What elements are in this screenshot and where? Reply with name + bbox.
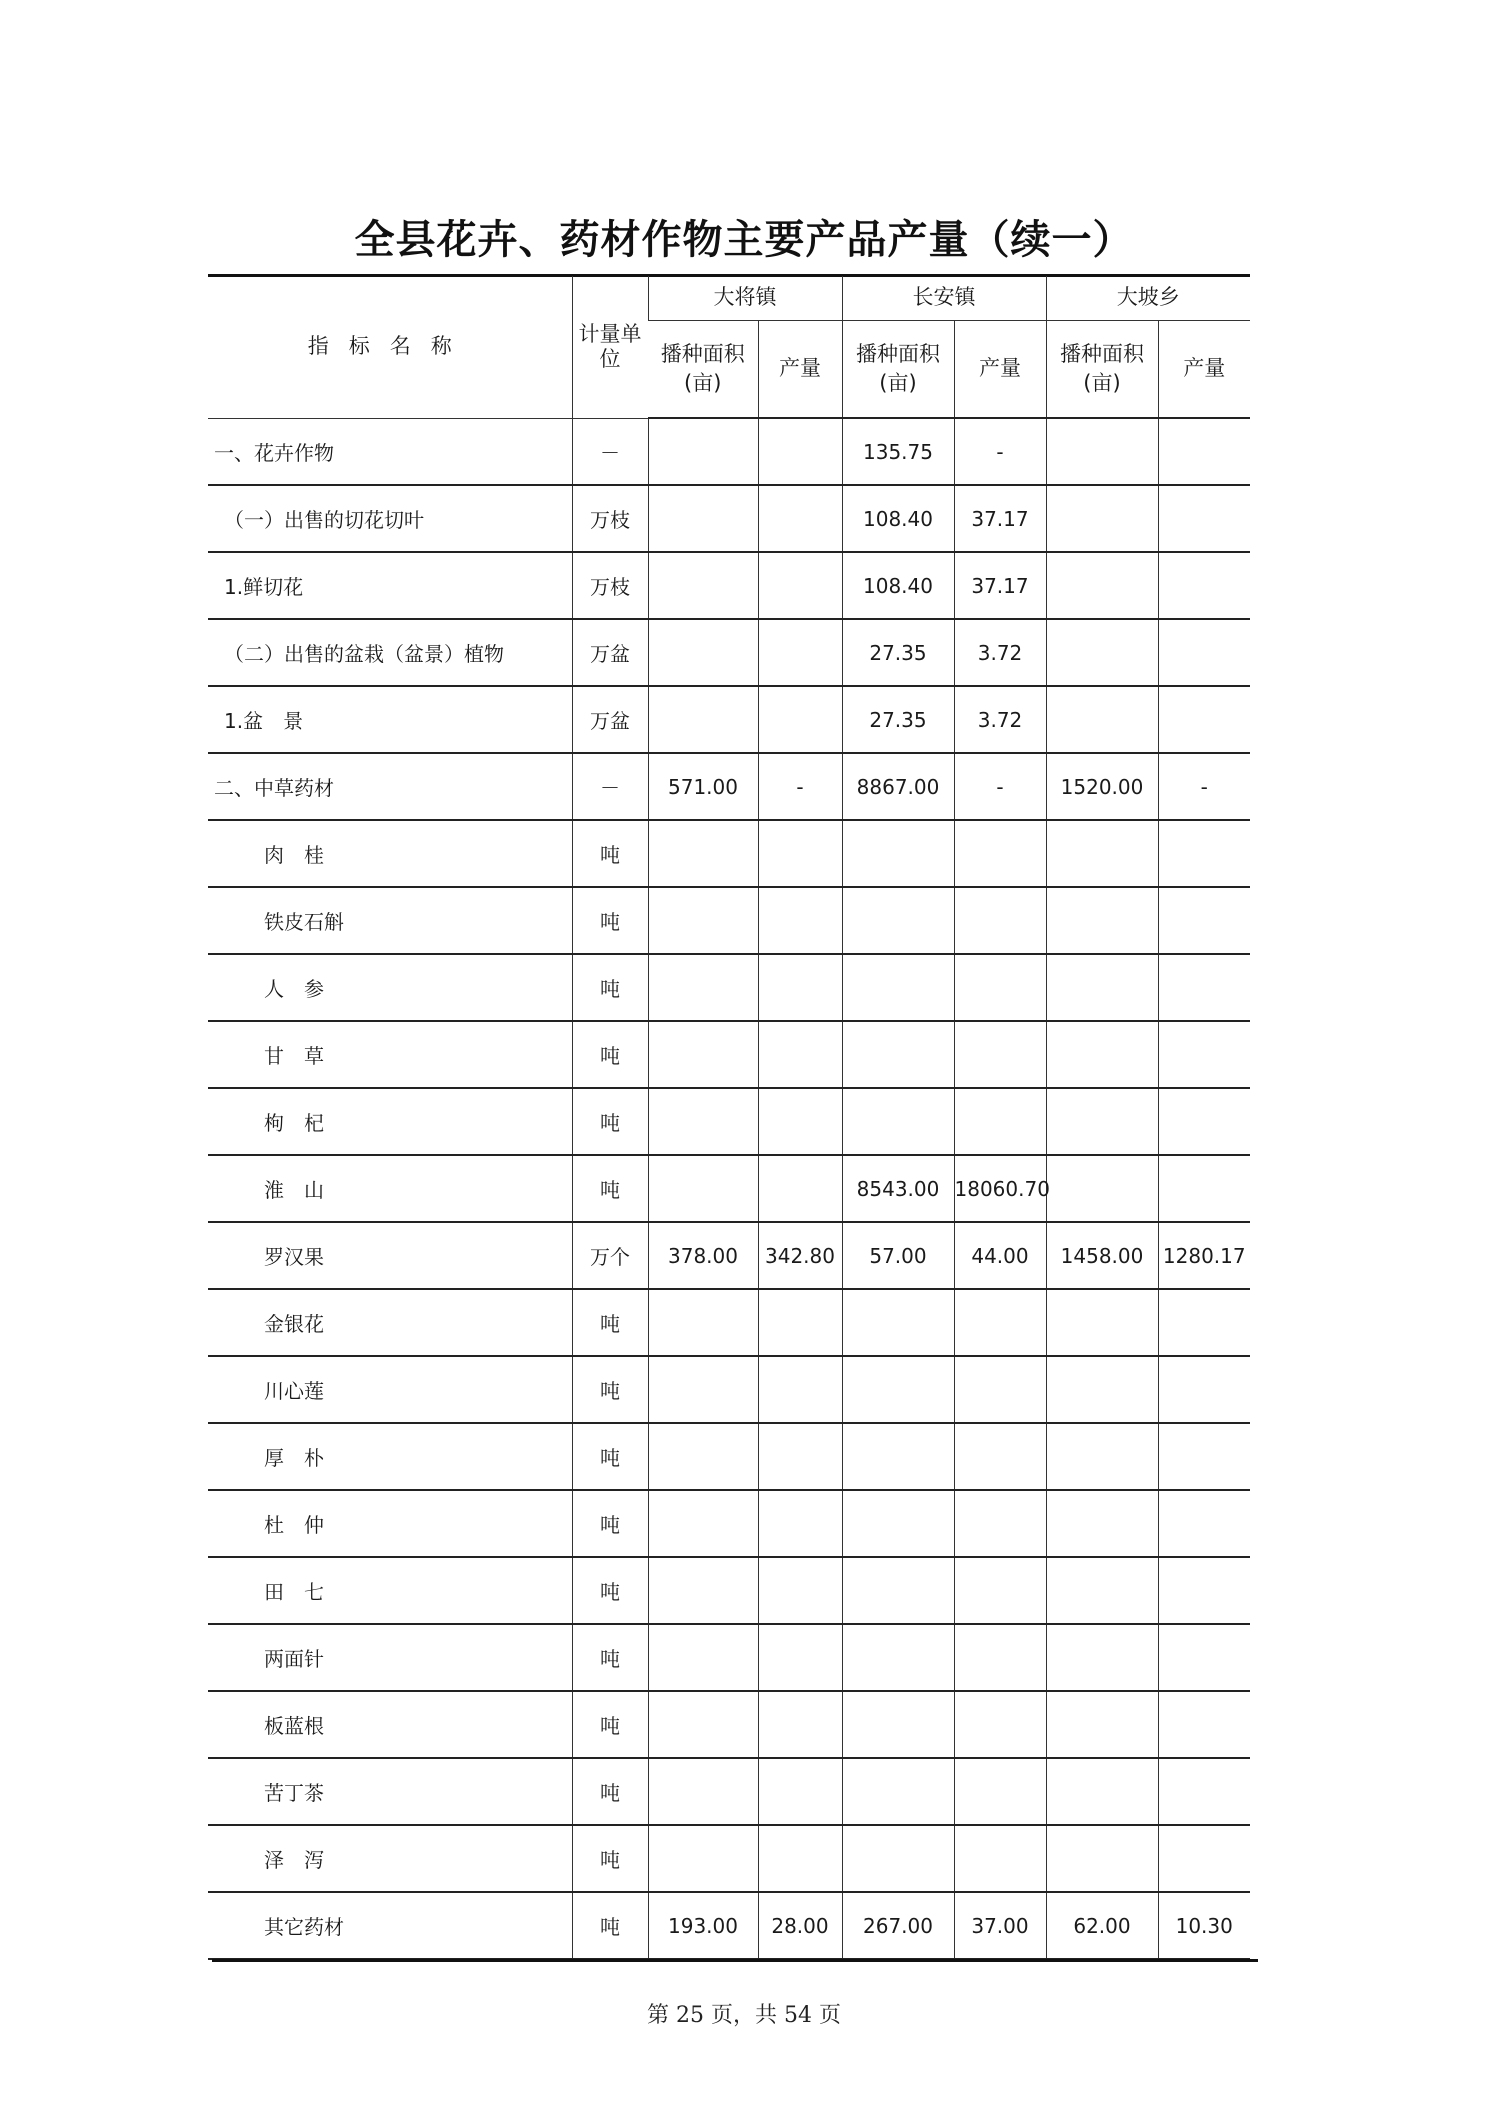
- area-cell: 62.00: [1046, 1892, 1158, 1959]
- row-unit: 吨: [572, 1490, 648, 1557]
- output-cell: 37.17: [954, 552, 1046, 619]
- area-cell: [648, 1490, 758, 1557]
- output-cell: [1158, 1423, 1250, 1490]
- area-cell: [842, 1624, 954, 1691]
- area-cell: [648, 1557, 758, 1624]
- output-cell: [954, 1624, 1046, 1691]
- output-cell: 10.30: [1158, 1892, 1250, 1959]
- area-cell: [842, 1423, 954, 1490]
- output-cell: 3.72: [954, 619, 1046, 686]
- area-cell: [842, 820, 954, 887]
- output-cell: [1158, 485, 1250, 552]
- table-row: [208, 485, 1250, 552]
- table-row: [208, 1356, 1250, 1423]
- table-row: [208, 686, 1250, 753]
- output-cell: [758, 1691, 842, 1758]
- output-cell: [954, 820, 1046, 887]
- area-cell: [648, 1289, 758, 1356]
- output-cell: 37.17: [954, 485, 1046, 552]
- output-cell: [758, 1423, 842, 1490]
- area-cell: [842, 1490, 954, 1557]
- table-row: [208, 1557, 1250, 1624]
- area-cell: [648, 1088, 758, 1155]
- header-name: 指标名称: [208, 276, 572, 418]
- area-cell: [648, 485, 758, 552]
- output-cell: [1158, 1825, 1250, 1892]
- area-cell: [1046, 1557, 1158, 1624]
- row-name: 枸 杞: [208, 1088, 572, 1155]
- area-cell: [648, 1356, 758, 1423]
- row-unit: 万个: [572, 1222, 648, 1289]
- table-row: [208, 1423, 1250, 1490]
- area-cell: [648, 418, 758, 485]
- output-cell: [1158, 1490, 1250, 1557]
- header-output-2: 产量: [954, 321, 1046, 419]
- output-cell: 37.00: [954, 1892, 1046, 1959]
- output-cell: [1158, 954, 1250, 1021]
- area-cell: [842, 1021, 954, 1088]
- area-cell: [1046, 418, 1158, 485]
- area-cell: [1046, 619, 1158, 686]
- header-area-3: 播种面积(亩): [1046, 321, 1158, 419]
- table-row: [208, 1825, 1250, 1892]
- area-cell: 8867.00: [842, 753, 954, 820]
- row-unit: 吨: [572, 1557, 648, 1624]
- header-unit: 计量单位: [572, 276, 648, 418]
- output-cell: [954, 1289, 1046, 1356]
- header-row-regions: [208, 276, 1250, 321]
- output-cell: 28.00: [758, 1892, 842, 1959]
- row-unit: 吨: [572, 1021, 648, 1088]
- output-cell: [954, 1021, 1046, 1088]
- output-cell: [758, 485, 842, 552]
- row-unit: 万枝: [572, 485, 648, 552]
- row-name: 铁皮石斛: [208, 887, 572, 954]
- output-cell: [954, 1423, 1046, 1490]
- output-cell: [758, 1289, 842, 1356]
- area-cell: 378.00: [648, 1222, 758, 1289]
- row-unit: 吨: [572, 1088, 648, 1155]
- output-cell: [758, 686, 842, 753]
- table-row: [208, 1155, 1250, 1222]
- row-name: 淮 山: [208, 1155, 572, 1222]
- area-cell: [842, 1825, 954, 1892]
- row-unit: 万枝: [572, 552, 648, 619]
- row-name: 甘 草: [208, 1021, 572, 1088]
- row-unit: 万盆: [572, 619, 648, 686]
- row-unit: 吨: [572, 1356, 648, 1423]
- output-cell: [758, 820, 842, 887]
- table-bottom-rule: [212, 1959, 1258, 1962]
- area-cell: [842, 1289, 954, 1356]
- row-name: 一、花卉作物: [208, 418, 572, 485]
- output-cell: 44.00: [954, 1222, 1046, 1289]
- row-unit: 吨: [572, 1624, 648, 1691]
- area-cell: [842, 1758, 954, 1825]
- output-cell: [758, 1825, 842, 1892]
- area-cell: 193.00: [648, 1892, 758, 1959]
- row-unit: 吨: [572, 1825, 648, 1892]
- area-cell: [648, 552, 758, 619]
- output-cell: -: [1158, 753, 1250, 820]
- area-cell: [1046, 1423, 1158, 1490]
- header-region-1: 大将镇: [648, 276, 842, 321]
- row-unit: 吨: [572, 1758, 648, 1825]
- header-area-1: 播种面积(亩): [648, 321, 758, 419]
- area-cell: [648, 887, 758, 954]
- area-cell: [648, 820, 758, 887]
- area-cell: 108.40: [842, 485, 954, 552]
- output-cell: [1158, 1088, 1250, 1155]
- area-cell: [842, 1691, 954, 1758]
- page-title: 全县花卉、药材作物主要产品产量（续一）: [354, 216, 1134, 263]
- table-row: [208, 753, 1250, 820]
- area-cell: [1046, 887, 1158, 954]
- area-cell: 135.75: [842, 418, 954, 485]
- table-row: [208, 954, 1250, 1021]
- row-unit: －: [572, 418, 648, 485]
- area-cell: [1046, 954, 1158, 1021]
- output-cell: [954, 1758, 1046, 1825]
- output-cell: [1158, 1624, 1250, 1691]
- row-name: 二、中草药材: [208, 753, 572, 820]
- table-row: [208, 887, 1250, 954]
- area-cell: [1046, 485, 1158, 552]
- output-cell: [1158, 887, 1250, 954]
- area-cell: [842, 954, 954, 1021]
- output-cell: [1158, 1691, 1250, 1758]
- area-cell: 1458.00: [1046, 1222, 1158, 1289]
- output-cell: [758, 1490, 842, 1557]
- output-cell: [954, 1088, 1046, 1155]
- output-cell: [758, 1088, 842, 1155]
- row-unit: －: [572, 753, 648, 820]
- row-unit: 吨: [572, 1155, 648, 1222]
- header-region-2: 长安镇: [842, 276, 1046, 321]
- output-cell: [954, 1691, 1046, 1758]
- area-cell: 27.35: [842, 619, 954, 686]
- table-row: [208, 1758, 1250, 1825]
- output-cell: [1158, 686, 1250, 753]
- output-cell: [758, 552, 842, 619]
- output-cell: [758, 1624, 842, 1691]
- row-unit: 万盆: [572, 686, 648, 753]
- row-unit: 吨: [572, 954, 648, 1021]
- area-cell: [1046, 1155, 1158, 1222]
- area-cell: [648, 619, 758, 686]
- area-cell: [1046, 1691, 1158, 1758]
- row-name: 苦丁茶: [208, 1758, 572, 1825]
- output-cell: [758, 1021, 842, 1088]
- area-cell: 108.40: [842, 552, 954, 619]
- area-cell: [648, 1155, 758, 1222]
- output-cell: [1158, 1155, 1250, 1222]
- output-cell: [954, 1490, 1046, 1557]
- output-cell: [1158, 1289, 1250, 1356]
- output-cell: 3.72: [954, 686, 1046, 753]
- row-name: （二）出售的盆栽（盆景）植物: [208, 619, 572, 686]
- row-name: 罗汉果: [208, 1222, 572, 1289]
- table-row: [208, 418, 1250, 485]
- output-cell: [1158, 820, 1250, 887]
- output-cell: [1158, 1557, 1250, 1624]
- row-name: 肉 桂: [208, 820, 572, 887]
- row-name: 厚 朴: [208, 1423, 572, 1490]
- row-unit: 吨: [572, 1289, 648, 1356]
- output-cell: [954, 1557, 1046, 1624]
- table-row: [208, 1289, 1250, 1356]
- output-cell: [954, 954, 1046, 1021]
- row-name: 泽 泻: [208, 1825, 572, 1892]
- output-cell: [758, 619, 842, 686]
- table-row: [208, 1691, 1250, 1758]
- row-unit: 吨: [572, 1691, 648, 1758]
- output-cell: [758, 418, 842, 485]
- output-cell: 1280.17: [1158, 1222, 1250, 1289]
- row-name: 1.鲜切花: [208, 552, 572, 619]
- row-unit: 吨: [572, 1892, 648, 1959]
- output-cell: [954, 887, 1046, 954]
- table-body: [208, 418, 1250, 1959]
- output-cell: [758, 887, 842, 954]
- row-unit: 吨: [572, 1423, 648, 1490]
- output-cell: [1158, 1021, 1250, 1088]
- table-row: [208, 1088, 1250, 1155]
- area-cell: 1520.00: [1046, 753, 1158, 820]
- row-name: 杜 仲: [208, 1490, 572, 1557]
- area-cell: 57.00: [842, 1222, 954, 1289]
- area-cell: [842, 1557, 954, 1624]
- table-row: [208, 1021, 1250, 1088]
- output-cell: [758, 1758, 842, 1825]
- area-cell: [1046, 1021, 1158, 1088]
- output-cell: [1158, 552, 1250, 619]
- row-name: 川心莲: [208, 1356, 572, 1423]
- area-cell: [842, 887, 954, 954]
- header-output-1: 产量: [758, 321, 842, 419]
- table-row: [208, 820, 1250, 887]
- row-name: 金银花: [208, 1289, 572, 1356]
- output-cell: [758, 1155, 842, 1222]
- row-name: 人 参: [208, 954, 572, 1021]
- row-name: 板蓝根: [208, 1691, 572, 1758]
- area-cell: [1046, 1356, 1158, 1423]
- table-row: [208, 1624, 1250, 1691]
- output-cell: -: [954, 418, 1046, 485]
- output-cell: [1158, 619, 1250, 686]
- output-cell: [1158, 1356, 1250, 1423]
- header-region-3: 大坡乡: [1046, 276, 1250, 321]
- table-row: [208, 552, 1250, 619]
- header-output-3: 产量: [1158, 321, 1250, 419]
- area-cell: [1046, 1490, 1158, 1557]
- page-footer: 第 25 页，共 54 页: [647, 2003, 841, 2028]
- row-unit: 吨: [572, 887, 648, 954]
- area-cell: 27.35: [842, 686, 954, 753]
- table-row: [208, 1222, 1250, 1289]
- area-cell: 267.00: [842, 1892, 954, 1959]
- table-row: [208, 1490, 1250, 1557]
- area-cell: [842, 1088, 954, 1155]
- production-table: [208, 276, 1250, 1960]
- area-cell: [648, 1624, 758, 1691]
- output-cell: -: [758, 753, 842, 820]
- output-cell: -: [954, 753, 1046, 820]
- area-cell: [648, 1423, 758, 1490]
- area-cell: [648, 686, 758, 753]
- row-name: 1.盆 景: [208, 686, 572, 753]
- row-name: 两面针: [208, 1624, 572, 1691]
- area-cell: [648, 1825, 758, 1892]
- output-cell: 342.80: [758, 1222, 842, 1289]
- row-name: （一）出售的切花切叶: [208, 485, 572, 552]
- table-row: [208, 619, 1250, 686]
- row-name: 其它药材: [208, 1892, 572, 1959]
- area-cell: [648, 1758, 758, 1825]
- output-cell: 18060.70: [954, 1155, 1046, 1222]
- area-cell: [842, 1356, 954, 1423]
- output-cell: [954, 1825, 1046, 1892]
- area-cell: [648, 954, 758, 1021]
- table-row: [208, 1892, 1250, 1959]
- output-cell: [954, 1356, 1046, 1423]
- output-cell: [758, 1557, 842, 1624]
- header-area-2: 播种面积(亩): [842, 321, 954, 419]
- output-cell: [1158, 1758, 1250, 1825]
- area-cell: [1046, 1624, 1158, 1691]
- area-cell: [1046, 686, 1158, 753]
- output-cell: [758, 954, 842, 1021]
- area-cell: [1046, 820, 1158, 887]
- area-cell: [648, 1021, 758, 1088]
- area-cell: [1046, 1758, 1158, 1825]
- area-cell: [648, 1691, 758, 1758]
- row-unit: 吨: [572, 820, 648, 887]
- area-cell: 8543.00: [842, 1155, 954, 1222]
- area-cell: [1046, 1289, 1158, 1356]
- area-cell: [1046, 552, 1158, 619]
- row-name: 田 七: [208, 1557, 572, 1624]
- area-cell: [1046, 1088, 1158, 1155]
- area-cell: [1046, 1825, 1158, 1892]
- output-cell: [1158, 418, 1250, 485]
- area-cell: 571.00: [648, 753, 758, 820]
- output-cell: [758, 1356, 842, 1423]
